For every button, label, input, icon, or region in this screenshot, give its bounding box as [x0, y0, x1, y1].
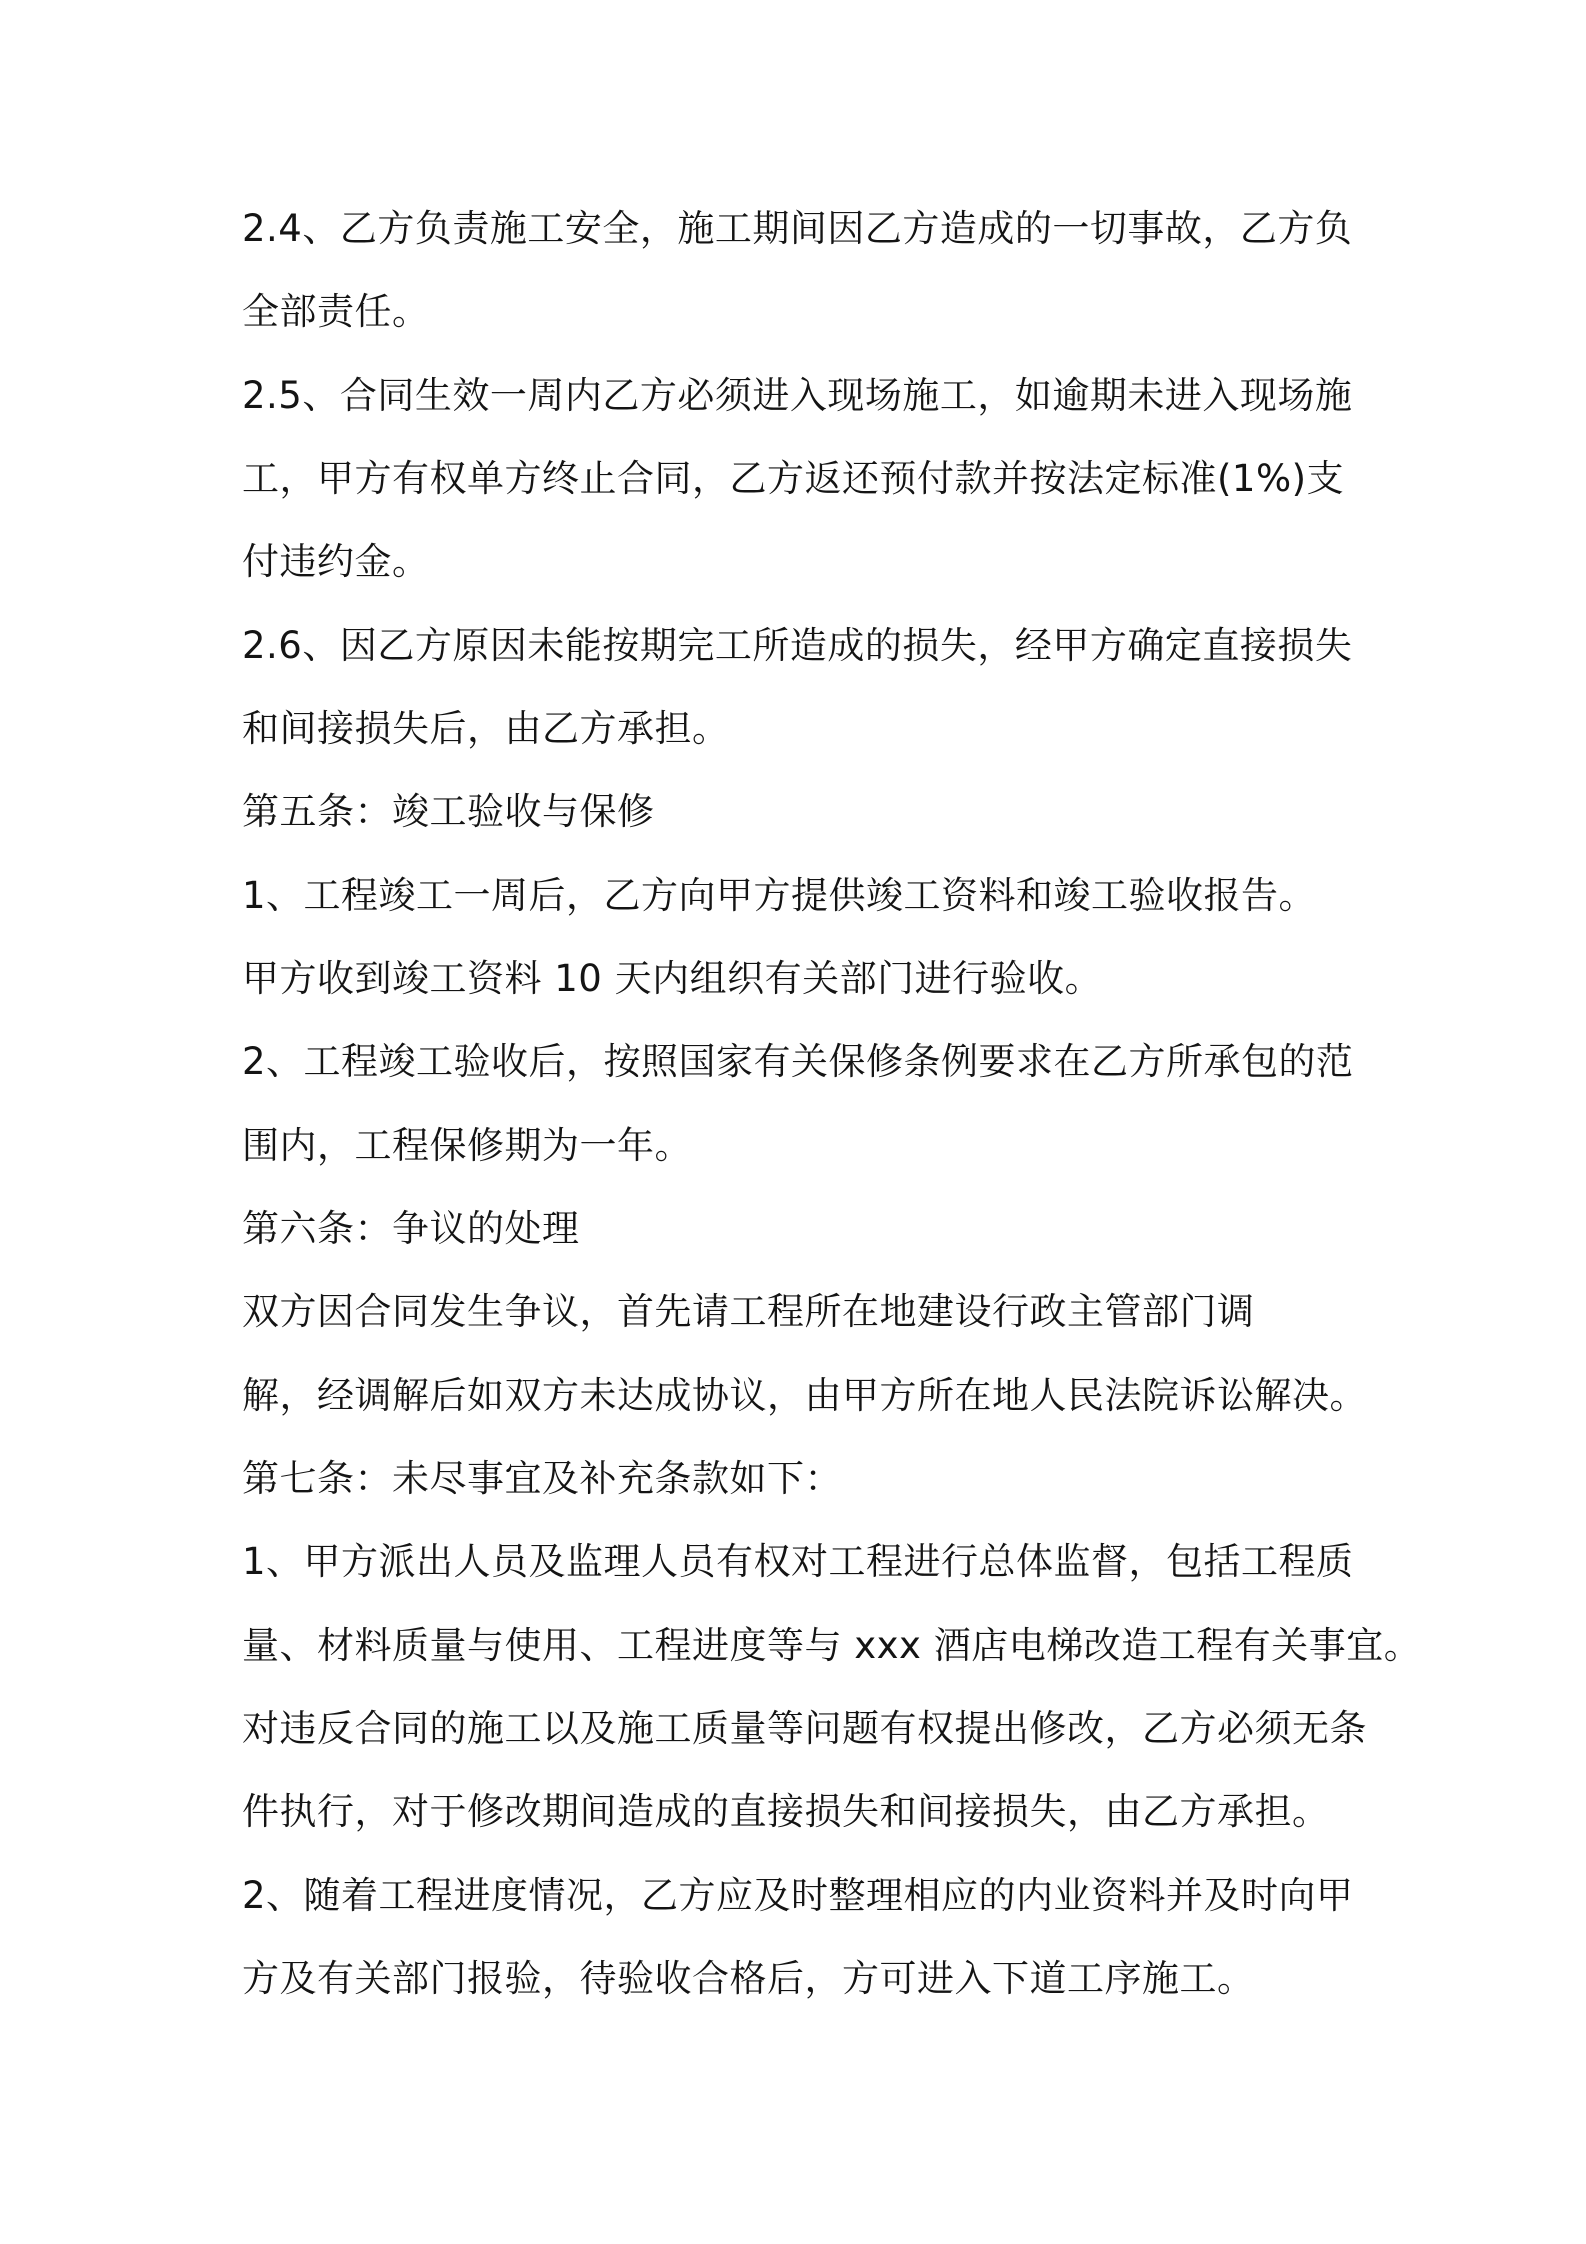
article-7-item-1-line-3: 对违反合同的施工以及施工质量等问题有权提出修改，乙方必须无条: [242, 1707, 1367, 1750]
article-5-item-2-line-1: 2、工程竣工验收后，按照国家有关保修条例要求在乙方所承包的范: [242, 1040, 1354, 1083]
article-6-text-line-1: 双方因合同发生争议，首先请工程所在地建设行政主管部门调: [242, 1290, 1255, 1333]
clause-2-5-line-2: 工，甲方有权单方终止合同，乙方返还预付款并按法定标准(1%)支: [242, 457, 1345, 500]
article-5-item-1-line-1: 1、工程竣工一周后，乙方向甲方提供竣工资料和竣工验收报告。: [242, 874, 1317, 917]
article-7-item-1-line-1: 1、甲方派出人员及监理人员有权对工程进行总体监督，包括工程质: [242, 1540, 1354, 1583]
article-5-item-2-line-2: 围内，工程保修期为一年。: [242, 1124, 692, 1167]
article-7-heading: 第七条：未尽事宜及补充条款如下：: [242, 1457, 842, 1500]
article-7-item-2-line-1: 2、随着工程进度情况，乙方应及时整理相应的内业资料并及时向甲: [242, 1874, 1354, 1917]
article-7-item-2-line-2: 方及有关部门报验，待验收合格后，方可进入下道工序施工。: [242, 1957, 1255, 2000]
clause-2-4-line-1: 2.4、乙方负责施工安全，施工期间因乙方造成的一切事故，乙方负: [242, 207, 1353, 250]
clause-2-5-line-1: 2.5、合同生效一周内乙方必须进入现场施工，如逾期未进入现场施: [242, 374, 1353, 417]
article-5-item-1-line-2: 甲方收到竣工资料 10 天内组织有关部门进行验收。: [242, 957, 1103, 1000]
article-5-heading: 第五条：竣工验收与保修: [242, 790, 655, 833]
clause-2-6-line-2: 和间接损失后，由乙方承担。: [242, 707, 730, 750]
clause-2-4-line-2: 全部责任。: [242, 290, 430, 333]
article-7-item-1-line-2: 量、材料质量与使用、工程进度等与 xxx 酒店电梯改造工程有关事宜。: [242, 1624, 1422, 1667]
clause-2-5-line-3: 付违约金。: [242, 540, 430, 583]
article-6-heading: 第六条：争议的处理: [242, 1207, 580, 1250]
article-7-item-1-line-4: 件执行，对于修改期间造成的直接损失和间接损失，由乙方承担。: [242, 1790, 1330, 1833]
clause-2-6-line-1: 2.6、因乙方原因未能按期完工所造成的损失，经甲方确定直接损失: [242, 624, 1353, 667]
article-6-text-line-2: 解，经调解后如双方未达成协议，由甲方所在地人民法院诉讼解决。: [242, 1374, 1367, 1417]
